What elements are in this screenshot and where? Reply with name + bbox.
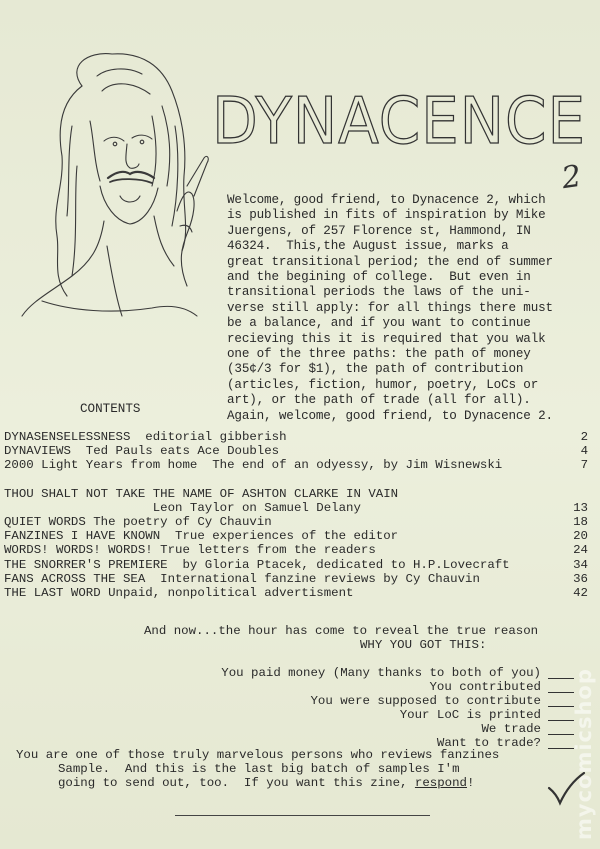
sample-line-text: going to send out, too. If you want this zine, <box>58 776 408 790</box>
intro-line: and the begining of college. But even in <box>227 270 531 285</box>
toc-entry <box>4 586 590 600</box>
toc-entry-page: 4 <box>580 444 588 459</box>
watermark: mycomicshop <box>572 668 596 840</box>
toc-entry <box>4 501 590 515</box>
checkbox-blank <box>548 720 574 721</box>
intro-line: be a balance, and if you want to continue <box>227 316 531 331</box>
reason-item: You contributed <box>429 680 541 694</box>
reason-intro: And now...the hour has come to reveal the true reason <box>144 624 539 638</box>
sample-line <box>58 776 474 790</box>
toc-entry-page: 34 <box>573 557 588 572</box>
checkbox-blank <box>548 734 574 735</box>
checkbox-blank <box>548 678 574 679</box>
checkbox-blank <box>548 748 574 749</box>
intro-line: Welcome, good friend, to Dynacence 2, which <box>227 193 546 207</box>
toc-entry-title: QUIET WORDS The poetry of Cy Chauvin <box>4 514 272 529</box>
toc-entry <box>4 572 590 586</box>
respond-tail: ! <box>466 776 475 790</box>
toc-entry <box>4 487 590 501</box>
intro-paragraph <box>227 193 589 424</box>
intro-line: Juergens, of 257 Florence st, Hammond, IN <box>227 223 531 238</box>
title-text: DYNACENCE <box>212 85 586 155</box>
toc-entry-title: THE SNORRER'S PREMIERE by Gloria Ptacek, dedicated to H.P.Lovecraft <box>4 557 510 572</box>
toc-entry-title: THOU SHALT NOT TAKE THE NAME OF ASHTON CLARKE IN VAIN <box>4 486 399 501</box>
reason-heading: WHY YOU GOT THIS: <box>360 638 487 652</box>
intro-line: verse still apply: for all things there must <box>227 300 553 315</box>
toc-entry <box>4 444 590 458</box>
toc-entry-page: 42 <box>573 585 588 600</box>
toc-entry <box>4 430 590 444</box>
intro-line: transitional periods the laws of the uni- <box>227 285 531 300</box>
toc-entry-page: 2 <box>580 430 588 444</box>
intro-line: 46324. This,the August issue, marks a <box>227 239 509 254</box>
reason-item: Want to trade? <box>436 736 541 750</box>
toc-entry-page: 13 <box>573 500 588 515</box>
bottom-divider <box>175 815 430 816</box>
toc-entry-title: DYNASENSELESSNESS editorial gibberish <box>4 430 287 444</box>
intro-line: one of the three paths: the path of money <box>227 347 531 362</box>
reason-item: We trade <box>481 722 541 736</box>
checkbox-blank <box>548 692 574 693</box>
toc-spacer <box>4 473 590 487</box>
toc-entry-title: FANS ACROSS THE SEA International fanzine reviews by Cy Chauvin <box>4 571 480 586</box>
toc-entry <box>4 543 590 557</box>
toc-entry-title: DYNAVIEWS Ted Pauls eats Ace Doubles <box>4 444 280 459</box>
toc-entry-page: 24 <box>573 543 588 558</box>
portrait-illustration <box>12 46 212 336</box>
reason-item: You paid money (Many thanks to both of you) <box>221 666 541 680</box>
toc-entry <box>4 558 590 572</box>
table-of-contents <box>4 430 590 600</box>
intro-line: great transitional period; the end of summer <box>227 254 553 269</box>
intro-line: Again, welcome, good friend, to Dynacence 2. <box>227 408 553 423</box>
toc-entry <box>4 529 590 543</box>
toc-entry-page: 7 <box>580 458 588 473</box>
title-lettering <box>208 85 590 155</box>
toc-entry-title: THE LAST WORD Unpaid, nonpolitical advertisment <box>4 585 354 600</box>
checkbox-blank <box>548 706 574 707</box>
toc-entry-page: 18 <box>573 514 588 529</box>
respond-word: respond <box>414 776 467 790</box>
contents-heading: CONTENTS <box>80 402 141 416</box>
toc-entry-title: 2000 Light Years from home The end of an odyessy, by Jim Wisnewski <box>4 458 503 473</box>
sample-line <box>16 748 499 762</box>
issue-number: 2 <box>559 158 584 197</box>
intro-line: (articles, fiction, humor, poetry, LoCs or <box>227 377 539 392</box>
reason-item: You were supposed to contribute <box>310 694 541 708</box>
intro-line: art), or the path of trade (all for all). <box>227 393 531 408</box>
toc-entry-page: 36 <box>573 571 588 586</box>
sample-line-text: Sample. And this is the last big batch of samples I'm <box>58 762 460 776</box>
toc-entry-title: FANZINES I HAVE KNOWN True experiences of the editor <box>4 529 399 544</box>
intro-line: is published in fits of inspiration by Mike <box>227 208 546 223</box>
reason-item: Your LoC is printed <box>399 708 541 722</box>
toc-entry <box>4 515 590 529</box>
toc-entry <box>4 458 590 472</box>
toc-entry-title: WORDS! WORDS! WORDS! True letters from the readers <box>4 543 376 558</box>
intro-line: recieving this it is required that you walk <box>227 331 546 346</box>
toc-entry-title: Leon Taylor on Samuel Delany <box>4 500 361 515</box>
sample-line-text: You are one of those truly marvelous persons who reviews fanzines <box>16 748 500 762</box>
toc-entry-page: 20 <box>573 529 588 544</box>
sample-line <box>58 762 460 776</box>
intro-line: (35¢/3 for $1), the path of contribution <box>227 362 524 377</box>
